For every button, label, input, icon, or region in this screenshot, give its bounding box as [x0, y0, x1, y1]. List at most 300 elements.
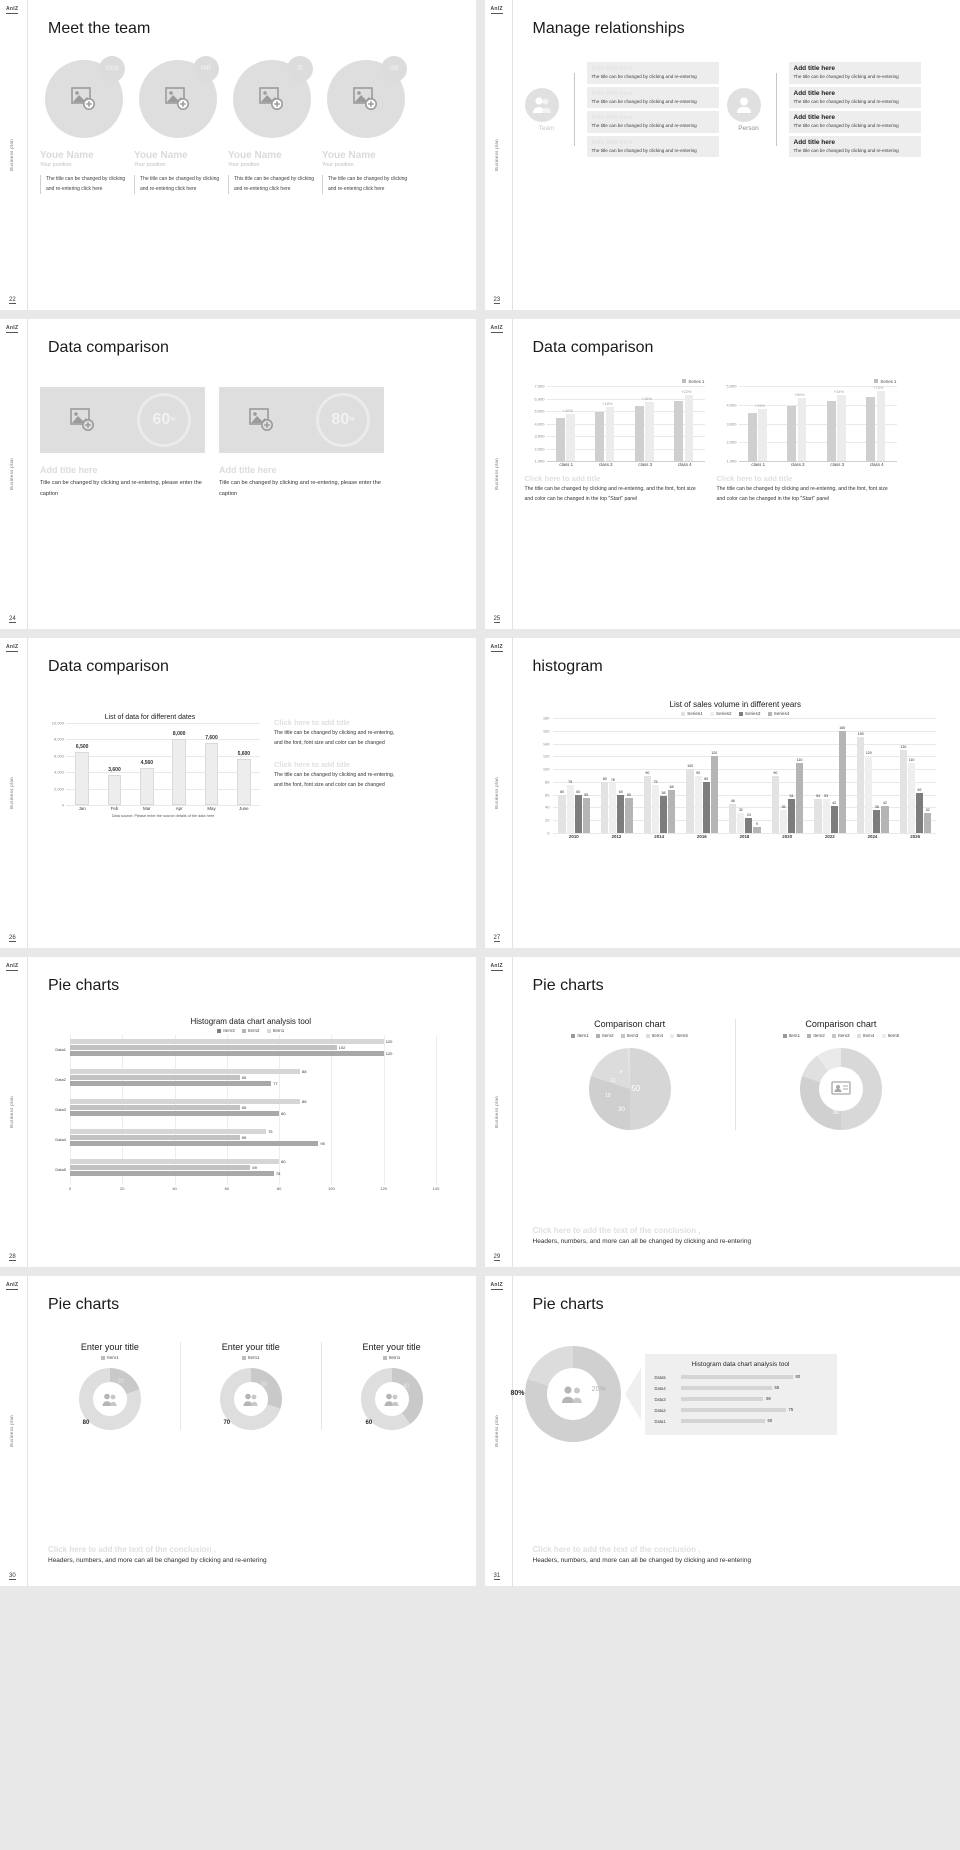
bar-value-label: 3,600	[108, 767, 121, 774]
conclusion-block	[533, 1226, 941, 1245]
bar-value-label: 36	[874, 805, 879, 809]
slide-29[interactable]	[485, 957, 960, 1267]
y-tick: 3,000	[534, 433, 545, 439]
page-title: Pie charts	[532, 1296, 604, 1313]
bar-value-label: 160	[839, 725, 846, 730]
bar-value-label: 24	[746, 812, 751, 817]
bar	[758, 409, 767, 462]
card-body: The title can be changed by clicking and re-entering	[591, 98, 697, 104]
category-label: Data4	[55, 1137, 66, 1142]
bar	[703, 782, 710, 833]
bar-value-label: 110	[908, 757, 915, 762]
bar	[237, 759, 251, 805]
brand-logo: AnIZ	[490, 963, 503, 969]
card-body: The title can be changed by clicking and re-entering	[793, 147, 899, 153]
chart-column-right	[717, 379, 897, 504]
vertical-label: Business plan	[493, 1096, 499, 1128]
slide-rail	[0, 638, 28, 948]
bar-value-label: 80	[795, 1373, 801, 1379]
horizontal-bar-chart-s28	[55, 1035, 436, 1185]
cell-body: Title can be changed by clicking and re-entering, please enter the caption	[219, 480, 381, 497]
bar-value-label: 65	[241, 1134, 247, 1140]
callout-arrow	[625, 1368, 641, 1420]
x-tick: Feb	[110, 806, 119, 811]
brand-logo: AnIZ	[490, 325, 503, 331]
card-body: The title can be changed by clicking and re-entering	[793, 74, 899, 79]
y-tick: 8,000	[53, 736, 64, 742]
y-tick: 4,000	[53, 769, 64, 775]
y-tick: 6,000	[53, 753, 64, 759]
bar-value-label: 55	[626, 792, 631, 797]
gridline	[384, 1035, 385, 1185]
bar	[70, 1045, 337, 1050]
x-tick: 80	[276, 1186, 282, 1191]
category-label: Data2	[654, 1407, 666, 1413]
y-tick: 2,000	[726, 439, 737, 445]
bar-value-label: 90	[773, 770, 778, 775]
bar-value-label: 77	[273, 1080, 278, 1086]
relationship-diagram	[525, 48, 947, 157]
chart-legend	[525, 379, 705, 384]
avatar	[45, 60, 123, 138]
bar-value-label: 75	[788, 1406, 794, 1412]
gridline	[66, 772, 260, 773]
relationship-card[interactable]	[789, 111, 921, 133]
legend-item: Item4	[646, 1033, 664, 1038]
bar-value-label: 80	[281, 1158, 286, 1164]
bar-value-label: 90	[645, 770, 650, 775]
slide-24[interactable]	[0, 319, 476, 629]
chart-legend	[736, 1033, 946, 1038]
legend-item: Item3	[832, 1033, 850, 1038]
x-tick: 2010	[568, 834, 579, 839]
y-tick: 80	[545, 779, 550, 785]
slide-30[interactable]	[0, 1276, 476, 1586]
donut-hole	[819, 1067, 863, 1111]
bar-value-label: 90	[696, 770, 701, 775]
team-member[interactable]	[228, 60, 316, 194]
bar	[617, 795, 624, 833]
y-tick: 3,000	[726, 421, 737, 426]
conclusion-body: Headers, numbers, and more can all be changed by clicking and re-entering	[532, 1557, 752, 1564]
people-icon	[101, 1392, 119, 1407]
category-label: Data2	[55, 1077, 66, 1082]
bar-value-label: 53	[824, 794, 829, 799]
vertical-label: Business plan	[9, 139, 14, 171]
bar	[711, 756, 718, 833]
legend-item: Series 1	[880, 379, 897, 384]
bar-value-label: 75	[653, 780, 658, 785]
bar	[70, 1171, 274, 1176]
page-number: 23	[493, 297, 501, 303]
y-tick: 6,000	[534, 396, 545, 401]
comparison-cell[interactable]	[40, 387, 205, 499]
cell-body: Title can be changed by clicking and re-entering, please enter the caption	[40, 480, 202, 497]
bar	[70, 1051, 384, 1056]
member-name: Youe Name	[134, 150, 188, 161]
y-tick: 0	[547, 830, 550, 836]
relationship-group-team	[525, 62, 719, 157]
avatar	[327, 60, 405, 138]
card-title: Add title here	[793, 89, 836, 97]
relationship-card[interactable]	[587, 62, 719, 84]
bar-value-label: 60	[618, 789, 623, 794]
bar-value-label: 32	[738, 807, 743, 812]
bar-value-label: 65	[241, 1074, 247, 1080]
legend-item: Series3	[739, 711, 761, 716]
vertical-label: Business plan	[9, 458, 14, 490]
y-tick: 2,000	[53, 786, 64, 792]
bar	[681, 1408, 786, 1413]
bar	[595, 412, 604, 461]
bar-value-label: 95	[320, 1140, 325, 1146]
legend-item: Item4	[857, 1033, 875, 1038]
relationship-card[interactable]	[587, 111, 719, 133]
page-title: Manage relationships	[532, 20, 685, 37]
page-title: Pie charts	[48, 977, 120, 994]
bar	[681, 1419, 765, 1424]
chart-block	[40, 714, 260, 818]
chart-title: Comparison chart	[594, 1019, 666, 1029]
bar-value-label: 88	[302, 1068, 307, 1074]
bar	[839, 731, 846, 833]
page-number: 25	[493, 616, 501, 622]
legend-item: Item3	[621, 1033, 639, 1038]
donut-percent: 20	[117, 1379, 125, 1386]
x-tick: 2022	[824, 834, 835, 839]
legend-item: Item1	[267, 1028, 285, 1033]
image-placeholder-icon	[353, 87, 379, 111]
card-title: Add title here	[591, 89, 634, 97]
gridline	[553, 769, 937, 770]
bar-value-label: 65	[241, 1104, 247, 1110]
gridline	[279, 1035, 280, 1185]
x-tick: 2016	[696, 834, 707, 839]
bar-value-label: 80	[602, 776, 607, 781]
bar-value-label: 7,600	[205, 734, 218, 741]
caption-title: Click here to add title	[274, 718, 350, 727]
category-label: Data3	[654, 1396, 666, 1402]
caption-body: The title can be changed by clicking and re-entering, and the font, font size and color can be changed	[274, 730, 395, 746]
role-badge: CEO	[99, 56, 125, 82]
x-tick: 100	[328, 1186, 335, 1191]
bar	[660, 796, 667, 833]
x-tick: class 3	[830, 462, 845, 467]
bar-value-label: 59	[766, 1395, 771, 1401]
team-member[interactable]	[40, 60, 128, 194]
bar	[70, 1099, 300, 1104]
slide-31[interactable]	[485, 1276, 960, 1586]
vertical-label: Business plan	[493, 458, 499, 490]
category-label: Data1	[654, 1418, 666, 1424]
bar	[674, 401, 683, 461]
team-label: Team	[538, 124, 555, 132]
legend-item: Item2	[242, 1028, 260, 1033]
image-placeholder-icon	[259, 87, 285, 111]
chart-title: List of sales volume in different years	[669, 700, 801, 709]
bar	[748, 413, 757, 461]
y-tick: 5,000	[534, 408, 545, 414]
member-position: Your position	[228, 162, 260, 168]
vertical-label: Business plan	[9, 777, 14, 809]
page-title: histogram	[532, 658, 603, 675]
member-position: Your position	[134, 162, 166, 168]
donut-hole	[547, 1368, 599, 1420]
slide-22[interactable]	[0, 0, 476, 310]
bar	[681, 1386, 772, 1391]
x-tick: 2018	[739, 834, 750, 839]
donut-chart	[79, 1368, 141, 1430]
x-tick: class 3	[638, 462, 653, 467]
vertical-label: Business plan	[9, 1096, 14, 1128]
image-placeholder-icon	[71, 87, 97, 111]
donut-chart	[361, 1368, 423, 1430]
bar	[787, 406, 796, 462]
member-position: Your position	[40, 162, 72, 168]
left-percent: 80%	[510, 1390, 525, 1398]
conclusion-title: Click here to add the text of the conclusion ,	[532, 1226, 701, 1235]
bar-value-label: 58	[661, 790, 666, 795]
bar	[814, 799, 821, 834]
bar-value-label: 54	[789, 793, 794, 798]
x-tick: 2024	[867, 834, 878, 839]
card-title: Add title here	[591, 138, 634, 146]
role-badge: PIR	[193, 56, 219, 82]
bar	[831, 806, 838, 833]
person-icon-glyph	[734, 96, 754, 114]
bar	[908, 763, 915, 833]
team-member[interactable]	[322, 60, 410, 194]
bar-value-label: 68	[669, 784, 674, 789]
image-placeholder[interactable]	[219, 387, 384, 453]
bar	[916, 793, 923, 833]
comparison-cells	[40, 367, 462, 499]
gridline	[66, 739, 260, 740]
people-icon	[531, 96, 553, 114]
bar	[70, 1111, 279, 1116]
people-icon	[242, 1392, 260, 1407]
bar	[645, 402, 654, 461]
bar-chart-s25-right	[726, 383, 897, 464]
bar	[140, 768, 154, 805]
team-list	[40, 48, 462, 194]
page-number: 27	[493, 935, 501, 941]
bar-value-label: 6,500	[75, 743, 89, 750]
bar-value-label: 102	[338, 1044, 346, 1050]
chart-source-note: Data source: Please enter the source details of the data here	[111, 814, 215, 818]
bar	[556, 418, 565, 461]
slide-28[interactable]	[0, 957, 476, 1267]
image-placeholder[interactable]	[40, 387, 205, 453]
donut-value: 60	[365, 1420, 373, 1427]
ring-percent: 80	[331, 411, 350, 428]
bar-value-label: 130	[900, 744, 907, 749]
page-number: 22	[9, 297, 16, 303]
donut-title: Enter your title	[362, 1342, 421, 1352]
card-body: The title can be changed by clicking and re-entering	[591, 74, 697, 79]
image-placeholder-icon	[70, 408, 96, 432]
pie-value: 30	[618, 1107, 625, 1114]
bar	[70, 1081, 271, 1086]
y-tick: 120	[542, 753, 550, 759]
page-title: Pie charts	[48, 1296, 120, 1313]
slide-27[interactable]	[485, 638, 960, 948]
person-card-list	[789, 62, 921, 157]
donut-chart	[510, 1346, 621, 1442]
x-tick: 2026	[910, 834, 921, 839]
x-axis-labels	[739, 461, 897, 470]
mini-bar-row	[655, 1395, 827, 1406]
image-placeholder-icon	[249, 408, 275, 432]
bar-value-label: 88	[302, 1098, 307, 1104]
y-tick: 1,000	[534, 458, 545, 464]
relationship-card[interactable]	[587, 136, 719, 158]
ring-percent: 60	[152, 411, 171, 428]
category-label: Data5	[55, 1167, 66, 1172]
legend-item: Series2	[710, 711, 732, 716]
donut-slices	[525, 1346, 621, 1442]
bar	[625, 798, 632, 833]
card-body: The title can be changed by clicking and re-entering	[591, 123, 697, 129]
conclusion-title: Click here to add the text of the conclusion ,	[48, 1545, 217, 1554]
category-label: Data4	[654, 1385, 666, 1391]
bar-value-label: 100	[687, 764, 694, 769]
bar-value-label: 69	[252, 1164, 257, 1170]
slide-25[interactable]	[485, 319, 960, 629]
chart-title: List of data for different dates	[104, 714, 196, 721]
caption-body: The title can be changed by clicking and re-entering, and the font, font size and color can be changed in the top "Start" panel	[716, 486, 888, 502]
x-tick: class 1	[751, 462, 766, 467]
donut-title: Enter your title	[221, 1342, 280, 1352]
bar-value-label: 32	[925, 807, 930, 812]
page-number: 28	[9, 1254, 16, 1260]
donut-value: 30	[832, 1110, 840, 1117]
chart-legend	[40, 1028, 462, 1033]
x-tick: 0	[68, 1186, 72, 1191]
y-tick: 2,000	[534, 446, 545, 451]
bar	[865, 756, 872, 833]
bar	[583, 798, 590, 833]
donut-chart	[220, 1368, 282, 1430]
x-axis-labels	[547, 461, 705, 470]
comparison-cell[interactable]	[219, 387, 384, 499]
x-tick: June	[239, 806, 249, 811]
donut-block	[40, 1342, 181, 1430]
bar-value-label: 80	[281, 1110, 286, 1116]
x-tick: class 1	[559, 462, 574, 467]
bar	[681, 1375, 793, 1380]
chart-title: Histogram data chart analysis tool	[190, 1017, 311, 1026]
page-number: 26	[9, 935, 16, 941]
bar-chart-s25-left	[534, 383, 705, 464]
bar-value-label: 120	[711, 751, 718, 756]
bar	[601, 782, 608, 833]
mini-bar-row	[655, 1417, 827, 1428]
relationship-card[interactable]	[789, 62, 921, 84]
caption-block	[525, 474, 705, 504]
conclusion-body: Headers, numbers, and more can all be changed by clicking and re-entering	[48, 1557, 267, 1564]
relationship-card[interactable]	[789, 136, 921, 158]
donut-block	[322, 1342, 462, 1430]
team-card-list	[587, 62, 719, 157]
brand-logo: AnIZ	[6, 325, 19, 331]
member-position: Your position	[322, 162, 354, 168]
vertical-label: Business plan	[493, 1415, 499, 1447]
bar	[172, 739, 186, 805]
relationship-card[interactable]	[789, 87, 921, 109]
relationship-group-person	[727, 62, 921, 157]
caption-column	[274, 714, 399, 818]
bar-value-label: 54	[816, 793, 821, 798]
bar-value-label: 4,560	[140, 759, 154, 766]
x-tick: May	[207, 806, 216, 811]
page-title: Data comparison	[532, 339, 654, 356]
relationship-card[interactable]	[587, 87, 719, 109]
connector-line	[776, 62, 784, 157]
gridline	[436, 1035, 437, 1185]
page-number: 24	[9, 616, 16, 622]
bar-value-label: 60	[767, 1417, 773, 1423]
bar-value-label: 8,000	[172, 731, 186, 738]
pie-value: 9	[619, 1069, 623, 1075]
card-body: The title can be changed by clicking and re-entering	[793, 98, 899, 104]
brand-logo: AnIZ	[6, 644, 19, 650]
caption-title: Click here to add title	[524, 474, 601, 483]
bar	[70, 1129, 266, 1134]
donut-chart	[800, 1048, 882, 1130]
cell-title: Add title here	[219, 465, 277, 475]
bar-value-label: 75	[568, 780, 573, 785]
bar	[644, 776, 651, 834]
x-tick: Apr	[175, 806, 183, 811]
y-tick: 60	[545, 792, 550, 798]
slide-26[interactable]	[0, 638, 476, 948]
x-tick: 20	[120, 1186, 125, 1191]
donut-percent: 30	[260, 1381, 268, 1388]
team-member[interactable]	[134, 60, 222, 194]
connector-line	[574, 62, 582, 157]
x-axis-labels	[66, 805, 260, 814]
bar-value-label: 46	[730, 798, 735, 803]
mini-bar-row	[655, 1373, 827, 1384]
bar-value-label: 62	[917, 788, 922, 793]
page-title: Pie charts	[532, 977, 604, 994]
slide-rail	[0, 319, 28, 629]
x-axis-labels	[68, 1185, 440, 1195]
y-tick: 4,000	[534, 421, 545, 426]
gridline	[331, 1035, 332, 1185]
slide-23[interactable]	[485, 0, 960, 310]
bar-annotation: +73%	[873, 384, 884, 390]
chart-legend: Item1	[181, 1355, 321, 1360]
ring-unit: %	[349, 417, 355, 423]
bar	[827, 401, 836, 461]
y-tick: 10,000	[51, 720, 64, 726]
team-icon	[525, 88, 559, 122]
x-tick: class 2	[790, 462, 805, 467]
legend-item: Item1	[571, 1033, 589, 1038]
bar-value-label: 75	[268, 1128, 273, 1134]
bar-value-label: 36	[781, 805, 786, 809]
member-desc: This title can be changed by clicking and re-entering click here	[228, 175, 316, 194]
bar	[900, 750, 907, 833]
pie-value: 50	[631, 1084, 641, 1094]
donut-percent: 40	[402, 1384, 410, 1391]
bar	[796, 763, 803, 833]
page-title: Meet the team	[48, 20, 151, 37]
legend-item: Series 1	[688, 379, 705, 384]
bar-value-label: 120	[385, 1038, 393, 1044]
